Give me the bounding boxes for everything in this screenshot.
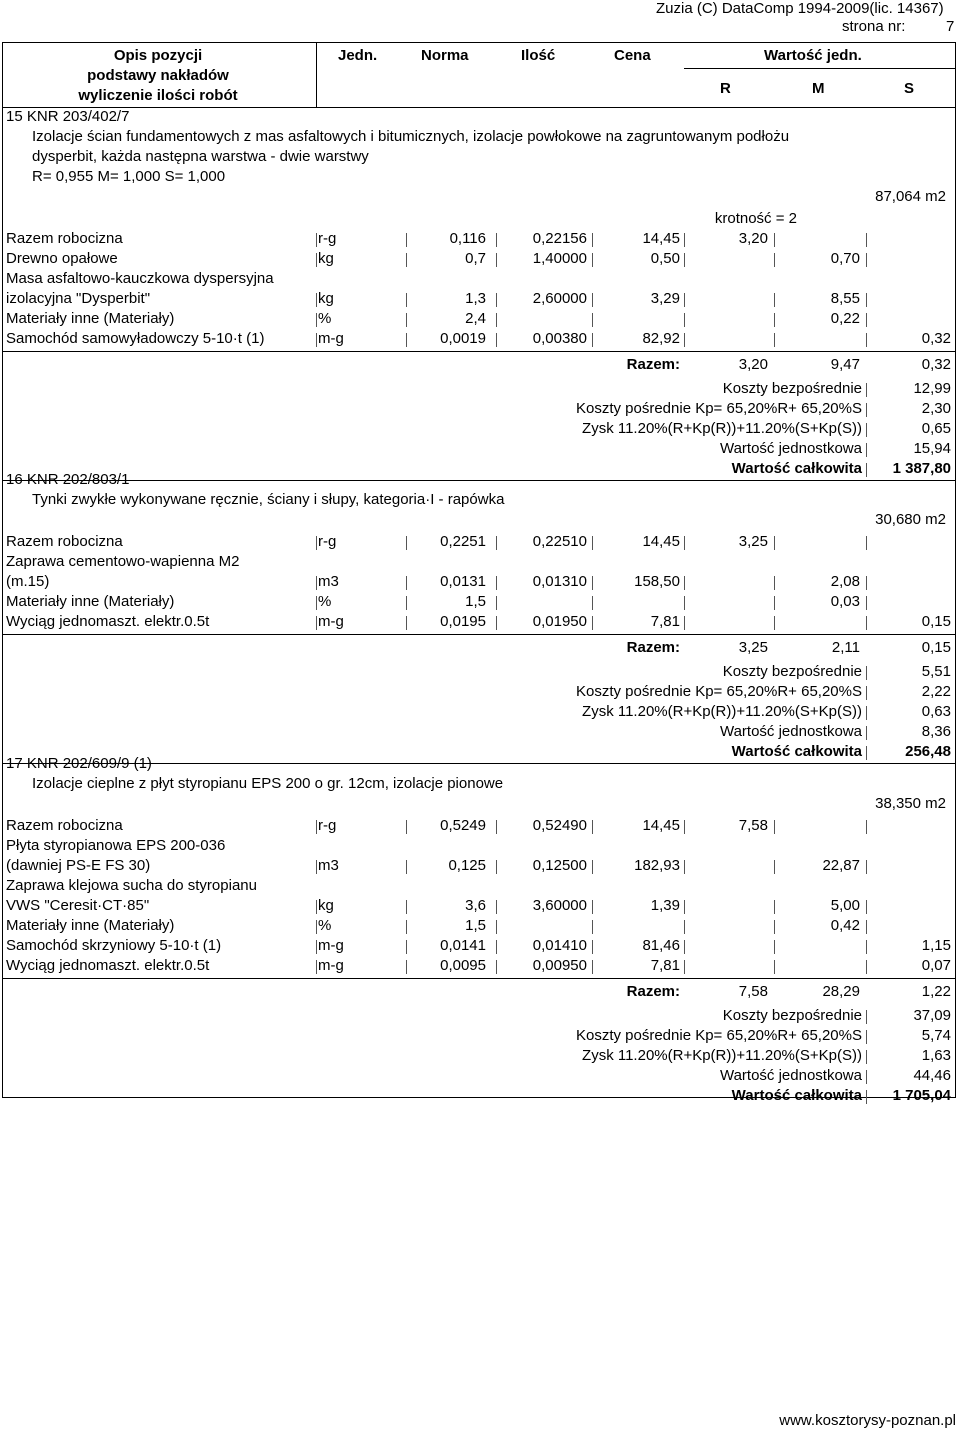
col-header-desc-1: Opis pozycji bbox=[113, 47, 203, 64]
koszty-bezposrednie-label: Koszty bezpośrednie bbox=[722, 380, 862, 397]
razem-label: Razem: bbox=[626, 639, 680, 656]
resource-qty: 2,60000 bbox=[532, 290, 587, 307]
resource-norm: 0,0019 bbox=[440, 330, 486, 347]
item-multiplier: krotność = 2 bbox=[714, 210, 797, 227]
resource-norm: 2,4 bbox=[465, 310, 486, 327]
item-description: R= 0,955 M= 1,000 S= 1,000 bbox=[32, 168, 226, 185]
zysk-value: 1,63 bbox=[921, 1047, 951, 1064]
resource-price: 81,46 bbox=[642, 937, 680, 954]
zysk-label: Zysk 11.20%(R+Kp(R))+11.20%(S+Kp(S)) bbox=[582, 420, 862, 437]
resource-name: Materiały inne (Materiały) bbox=[6, 310, 175, 327]
resource-norm: 0,5249 bbox=[440, 817, 486, 834]
resource-price: 14,45 bbox=[642, 817, 680, 834]
resource-unit: m-g bbox=[318, 957, 344, 974]
koszty-bezposrednie-value: 12,99 bbox=[913, 380, 951, 397]
resource-m: 2,08 bbox=[830, 573, 860, 590]
item-quantity: 87,064 m2 bbox=[875, 188, 946, 205]
resource-m: 0,70 bbox=[830, 250, 860, 267]
resource-price: 14,45 bbox=[642, 533, 680, 550]
resource-price: 7,81 bbox=[650, 613, 680, 630]
resource-unit: r-g bbox=[318, 817, 337, 834]
koszty-posrednie-value: 2,30 bbox=[921, 400, 951, 417]
col-header-norm: Norma bbox=[421, 47, 469, 64]
resource-unit: % bbox=[318, 917, 332, 934]
resource-r: 3,25 bbox=[738, 533, 768, 550]
resource-qty: 0,01410 bbox=[532, 937, 587, 954]
resource-r: 3,20 bbox=[738, 230, 768, 247]
resource-norm: 0,0095 bbox=[440, 957, 486, 974]
koszty-posrednie-label: Koszty pośrednie Kp= 65,20%R+ 65,20%S bbox=[575, 400, 862, 417]
resource-norm: 1,5 bbox=[465, 593, 486, 610]
resource-s: 0,15 bbox=[921, 613, 951, 630]
wartosc-calkowita-label: Wartość całkowita bbox=[731, 1087, 862, 1104]
resource-name: Masa asfaltowo-kauczkowa dyspersyjna bbox=[6, 270, 274, 287]
resource-s: 0,32 bbox=[921, 330, 951, 347]
resource-norm: 0,125 bbox=[448, 857, 486, 874]
wartosc-jednostkowa-label: Wartość jednostkowa bbox=[719, 1067, 862, 1084]
resource-r: 7,58 bbox=[738, 817, 768, 834]
resource-name: Razem robocizna bbox=[6, 533, 123, 550]
resource-norm: 3,6 bbox=[465, 897, 486, 914]
zysk-label: Zysk 11.20%(R+Kp(R))+11.20%(S+Kp(S)) bbox=[582, 703, 862, 720]
zysk-value: 0,65 bbox=[921, 420, 951, 437]
resource-unit: m-g bbox=[318, 330, 344, 347]
total-r: 3,25 bbox=[738, 639, 768, 656]
resource-m: 8,55 bbox=[830, 290, 860, 307]
col-header-price: Cena bbox=[614, 47, 651, 64]
resource-name: Płyta styropianowa EPS 200-036 bbox=[6, 837, 226, 854]
resource-price: 182,93 bbox=[634, 857, 680, 874]
item-code: 16 KNR 202/803/1 bbox=[6, 471, 130, 488]
resource-m: 5,00 bbox=[830, 897, 860, 914]
total-s: 0,32 bbox=[921, 356, 951, 373]
item-description: Izolacje cieplne z płyt styropianu EPS 200 o gr. 12cm, izolacje pionowe bbox=[32, 775, 504, 792]
resource-name: (dawniej PS-E FS 30) bbox=[6, 857, 151, 874]
item-code: 15 KNR 203/402/7 bbox=[6, 108, 130, 125]
total-s: 0,15 bbox=[921, 639, 951, 656]
resource-name: izolacyjna "Dysperbit" bbox=[6, 290, 151, 307]
resource-name: Drewno opałowe bbox=[6, 250, 118, 267]
wartosc-calkowita-value: 1 387,80 bbox=[892, 460, 951, 477]
resource-unit: kg bbox=[318, 897, 334, 914]
total-r: 3,20 bbox=[738, 356, 768, 373]
col-header-desc-3: wyliczenie ilości robót bbox=[78, 87, 238, 104]
resource-name: Zaprawa klejowa sucha do styropianu bbox=[6, 877, 257, 894]
razem-label: Razem: bbox=[626, 356, 680, 373]
resource-norm: 0,0195 bbox=[440, 613, 486, 630]
item-description: Izolacje ścian fundamentowych z mas asfaltowych i bitumicznych, izolacje powłokowe na zagruntowanym podłożu bbox=[32, 128, 790, 145]
resource-m: 22,87 bbox=[822, 857, 860, 874]
resource-qty: 0,22510 bbox=[532, 533, 587, 550]
koszty-posrednie-value: 2,22 bbox=[921, 683, 951, 700]
resource-unit: % bbox=[318, 310, 332, 327]
resource-m: 0,22 bbox=[830, 310, 860, 327]
resource-name: Materiały inne (Materiały) bbox=[6, 593, 175, 610]
col-header-m: M bbox=[812, 80, 825, 97]
resource-unit: kg bbox=[318, 250, 334, 267]
resource-price: 158,50 bbox=[634, 573, 680, 590]
koszty-bezposrednie-label: Koszty bezpośrednie bbox=[722, 1007, 862, 1024]
resource-s: 1,15 bbox=[921, 937, 951, 954]
wartosc-calkowita-label: Wartość całkowita bbox=[731, 460, 862, 477]
resource-price: 14,45 bbox=[642, 230, 680, 247]
wartosc-calkowita-value: 256,48 bbox=[905, 743, 951, 760]
resource-unit: r-g bbox=[318, 230, 337, 247]
page-label: strona nr: bbox=[842, 18, 906, 35]
resource-name: Materiały inne (Materiały) bbox=[6, 917, 175, 934]
resource-m: 0,03 bbox=[830, 593, 860, 610]
item-quantity: 38,350 m2 bbox=[875, 795, 946, 812]
resource-norm: 0,116 bbox=[449, 230, 486, 247]
resource-norm: 0,0131 bbox=[440, 573, 486, 590]
resource-unit: r-g bbox=[318, 533, 337, 550]
license-text: Zuzia (C) DataComp 1994-2009(lic. 14367) bbox=[656, 0, 944, 17]
resource-unit: m3 bbox=[318, 857, 339, 874]
resource-price: 0,50 bbox=[650, 250, 680, 267]
resource-unit: kg bbox=[318, 290, 334, 307]
page-number: 7 bbox=[946, 18, 955, 35]
koszty-posrednie-label: Koszty pośrednie Kp= 65,20%R+ 65,20%S bbox=[575, 1027, 862, 1044]
item-description: Tynki zwykłe wykonywane ręcznie, ściany i słupy, kategoria·I - rapówka bbox=[32, 491, 505, 508]
resource-price: 82,92 bbox=[642, 330, 680, 347]
wartosc-jednostkowa-value: 8,36 bbox=[921, 723, 951, 740]
resource-qty: 0,22156 bbox=[532, 230, 587, 247]
koszty-bezposrednie-label: Koszty bezpośrednie bbox=[722, 663, 862, 680]
resource-name: Samochód samowyładowczy 5-10·t (1) bbox=[6, 330, 265, 347]
resource-name: Razem robocizna bbox=[6, 817, 123, 834]
resource-qty: 0,00380 bbox=[532, 330, 587, 347]
resource-qty: 0,01310 bbox=[532, 573, 587, 590]
resource-norm: 0,7 bbox=[465, 250, 486, 267]
resource-price: 7,81 bbox=[650, 957, 680, 974]
resource-name: Zaprawa cementowo-wapienna M2 bbox=[6, 553, 240, 570]
resource-unit: m-g bbox=[318, 937, 344, 954]
resource-qty: 1,40000 bbox=[532, 250, 587, 267]
total-m: 9,47 bbox=[830, 356, 860, 373]
footer-website: www.kosztorysy-poznan.pl bbox=[779, 1412, 956, 1429]
total-m: 2,11 bbox=[831, 639, 860, 656]
item-quantity: 30,680 m2 bbox=[875, 511, 946, 528]
total-r: 7,58 bbox=[738, 983, 768, 1000]
col-header-desc-2: podstawy nakładów bbox=[87, 67, 229, 84]
item-code: 17 KNR 202/609/9 (1) bbox=[6, 755, 152, 772]
wartosc-jednostkowa-value: 44,46 bbox=[913, 1067, 951, 1084]
resource-name: Samochód skrzyniowy 5-10·t (1) bbox=[6, 937, 222, 954]
resource-s: 0,07 bbox=[921, 957, 951, 974]
wartosc-jednostkowa-value: 15,94 bbox=[913, 440, 951, 457]
resource-qty: 0,00950 bbox=[532, 957, 587, 974]
col-header-s: S bbox=[904, 80, 915, 97]
resource-name: VWS "Ceresit·CT·85" bbox=[6, 897, 150, 914]
resource-unit: m3 bbox=[318, 573, 339, 590]
resource-norm: 0,0141 bbox=[440, 937, 486, 954]
resource-name: Wyciąg jednomaszt. elektr.0.5t bbox=[6, 613, 210, 630]
resource-unit: m-g bbox=[318, 613, 344, 630]
resource-name: Razem robocizna bbox=[6, 230, 123, 247]
koszty-bezposrednie-value: 37,09 bbox=[913, 1007, 951, 1024]
resource-qty: 0,52490 bbox=[532, 817, 587, 834]
wartosc-calkowita-label: Wartość całkowita bbox=[731, 743, 862, 760]
col-header-unit: Jedn. bbox=[338, 47, 378, 64]
resource-norm: 0,2251 bbox=[440, 533, 486, 550]
wartosc-jednostkowa-label: Wartość jednostkowa bbox=[719, 440, 862, 457]
resource-price: 3,29 bbox=[650, 290, 680, 307]
koszty-bezposrednie-value: 5,51 bbox=[921, 663, 951, 680]
resource-name: (m.15) bbox=[6, 573, 50, 590]
resource-price: 1,39 bbox=[650, 897, 680, 914]
total-m: 28,29 bbox=[822, 983, 860, 1000]
wartosc-calkowita-value: 1 705,04 bbox=[892, 1087, 951, 1104]
total-s: 1,22 bbox=[921, 983, 951, 1000]
item-description: dysperbit, każda następna warstwa - dwie warstwy bbox=[32, 148, 369, 165]
resource-m: 0,42 bbox=[830, 917, 860, 934]
wartosc-jednostkowa-label: Wartość jednostkowa bbox=[719, 723, 862, 740]
col-header-qty: Ilość bbox=[521, 47, 556, 64]
col-header-unit-value: Wartość jedn. bbox=[764, 47, 862, 64]
resource-qty: 0,12500 bbox=[532, 857, 587, 874]
resource-name: Wyciąg jednomaszt. elektr.0.5t bbox=[6, 957, 210, 974]
zysk-value: 0,63 bbox=[921, 703, 951, 720]
col-header-r: R bbox=[720, 80, 731, 97]
zysk-label: Zysk 11.20%(R+Kp(R))+11.20%(S+Kp(S)) bbox=[582, 1047, 862, 1064]
resource-norm: 1,3 bbox=[465, 290, 486, 307]
resource-unit: % bbox=[318, 593, 332, 610]
resource-qty: 3,60000 bbox=[532, 897, 587, 914]
razem-label: Razem: bbox=[626, 983, 680, 1000]
resource-qty: 0,01950 bbox=[532, 613, 587, 630]
koszty-posrednie-label: Koszty pośrednie Kp= 65,20%R+ 65,20%S bbox=[575, 683, 862, 700]
resource-norm: 1,5 bbox=[465, 917, 486, 934]
koszty-posrednie-value: 5,74 bbox=[921, 1027, 951, 1044]
